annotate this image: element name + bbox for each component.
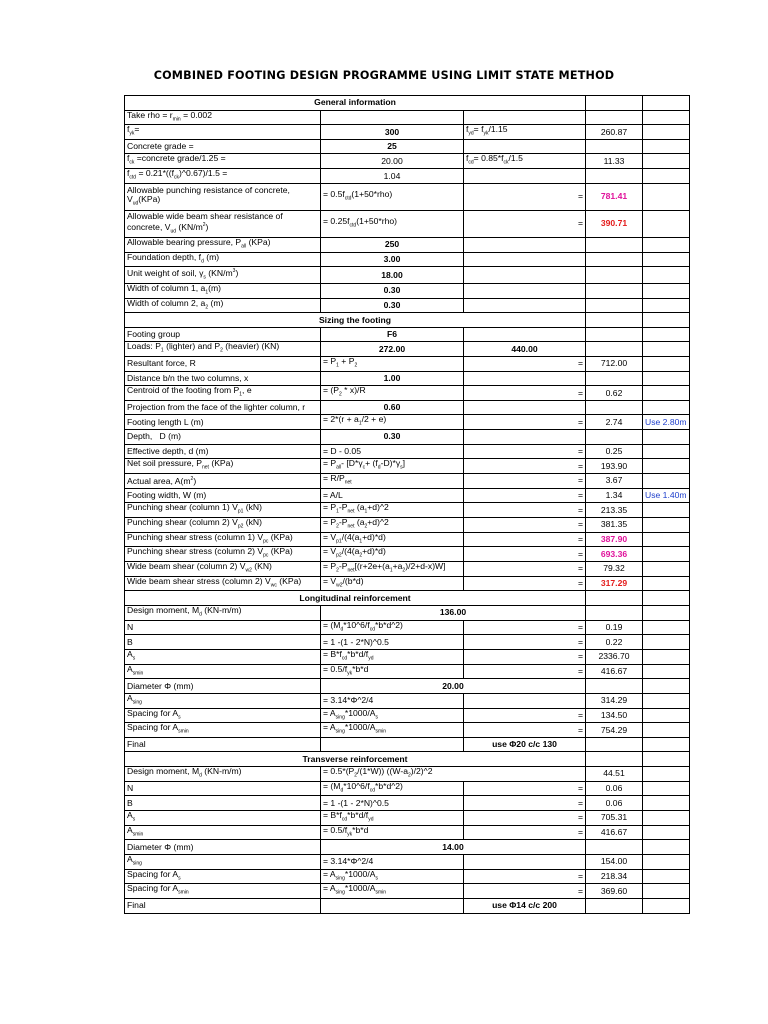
formula: = $0.5/f_{yk}*b*d$ — [321, 664, 464, 679]
formula: = $A_{sing}*1000/A_{smin}$ — [321, 723, 464, 738]
result-value: 781.41 — [586, 183, 643, 210]
row-label: Design moment, $M_d$ (KN-m/m) — [125, 766, 321, 781]
table-row — [125, 386, 690, 401]
computed-value: 11.33 — [586, 154, 643, 169]
row-label: B — [125, 635, 321, 650]
table-row — [125, 708, 690, 723]
table-row — [125, 532, 690, 547]
table-row — [125, 327, 690, 342]
input-value: 1.00 — [321, 371, 464, 386]
table-row — [125, 488, 690, 503]
row-label: Footing group — [125, 327, 321, 342]
row-label: B — [125, 796, 321, 811]
equals-sign: = — [464, 517, 586, 532]
table-row — [125, 664, 690, 679]
table-row — [125, 723, 690, 738]
input-value: 3.00 — [321, 252, 464, 267]
result-value: 79.32 — [586, 562, 643, 577]
formula: = $0.25f_{ctd}(1+50*rho)$ — [321, 210, 464, 237]
row-label: $A_s$ — [125, 649, 321, 664]
row-label: Wide beam shear (column 2) $V_{w2}$ (KN) — [125, 562, 321, 577]
table-row — [125, 267, 690, 284]
row-label: Foundation depth, $f_d$ (m) — [125, 252, 321, 267]
formula: = $B*f_{cd}*b*d/f_{yd}$ — [321, 810, 464, 825]
row-label: $f_{yk}=$ — [125, 125, 321, 140]
row-label: Footing width, W (m) — [125, 488, 321, 503]
table-row — [125, 237, 690, 252]
table-row — [125, 252, 690, 267]
formula: = $P_1 + P_2$ — [321, 357, 464, 372]
formula: = $A_{sing}*1000/A_s$ — [321, 869, 464, 884]
equals-sign: = — [464, 796, 586, 811]
result-value: 754.29 — [586, 723, 643, 738]
row-label: Spacing for $A_{smin}$ — [125, 723, 321, 738]
equals-sign: = — [464, 562, 586, 577]
input-value: 0.30 — [321, 298, 464, 313]
table-row — [125, 125, 690, 140]
row-label: N — [125, 620, 321, 635]
row-label: Punching shear (column 2) $V_{p2}$ (kN) — [125, 517, 321, 532]
input-value: 25 — [321, 139, 464, 154]
row-label: Distance b/n the two columns, x — [125, 371, 321, 386]
equals-sign: = — [464, 547, 586, 562]
formula: = $A_{sing}*1000/A_s$ — [321, 708, 464, 723]
table-row — [125, 183, 690, 210]
row-label: Spacing for $A_s$ — [125, 869, 321, 884]
table-row — [125, 503, 690, 518]
input-value: 0.60 — [321, 400, 464, 415]
formula: = $P_1-P_{net}$ $(a_1+d)\^{}2$ — [321, 503, 464, 518]
table-row — [125, 605, 690, 620]
row-label-2: $f_{yd}= f_{yk}/1.15$ — [464, 125, 586, 140]
row-label: $f_{ck}$ =concrete grade/1.25 = — [125, 154, 321, 169]
equals-sign: = — [464, 459, 586, 474]
formula: = $0.5f_{ctd}(1+50*rho)$ — [321, 183, 464, 210]
row-label: Final — [125, 737, 321, 752]
row-label: Actual area, $A(m^2)$ — [125, 473, 321, 488]
result-value: 369.60 — [586, 884, 643, 899]
row-label: Net soil pressure, $P_{net}$ (KPa) — [125, 459, 321, 474]
equals-sign: = — [464, 473, 586, 488]
table-row — [125, 298, 690, 313]
table-row — [125, 139, 690, 154]
formula: = $2*(r + a_1/2 + e)$ — [321, 415, 464, 430]
result-value: 390.71 — [586, 210, 643, 237]
result-value: 381.35 — [586, 517, 643, 532]
equals-sign: = — [464, 649, 586, 664]
table-row — [125, 869, 690, 884]
result-value: 387.90 — [586, 532, 643, 547]
table-row — [125, 884, 690, 899]
formula: = $R/P_{net}$ — [321, 473, 464, 488]
row-label: $A_{smin}$ — [125, 825, 321, 840]
row-label: Width of column 1, $a_1(m)$ — [125, 283, 321, 298]
row-label: Spacing for $A_{smin}$ — [125, 884, 321, 899]
table-row — [125, 154, 690, 169]
formula: = $V_{p1}/(4(a_1+d)*d)$ — [321, 532, 464, 547]
table-row — [125, 899, 690, 914]
table-row — [125, 210, 690, 237]
result-value: 134.50 — [586, 708, 643, 723]
result-value: 705.31 — [586, 810, 643, 825]
formula: = $V_{p2}/(4(a_2+d)*d)$ — [321, 547, 464, 562]
row-label: $A_{sing}$ — [125, 693, 321, 708]
section-title: Transverse reinforcement — [125, 752, 586, 767]
result-value: 154.00 — [586, 854, 643, 869]
table-row — [125, 415, 690, 430]
result-value: 416.67 — [586, 664, 643, 679]
formula: = $(M_d*10\^{}6/f_{cd}*b*d\^{}2)$ — [321, 781, 464, 796]
formula: = $A_{sing}*1000/A_{smin}$ — [321, 884, 464, 899]
row-label: $A_{smin}$ — [125, 664, 321, 679]
equals-sign: = — [464, 664, 586, 679]
equals-sign: = — [464, 357, 586, 372]
table-row — [125, 796, 690, 811]
result-value: 0.19 — [586, 620, 643, 635]
table-row — [125, 562, 690, 577]
table-row — [125, 679, 690, 694]
result-value: 3.67 — [586, 473, 643, 488]
equals-sign: = — [464, 620, 586, 635]
section-header-row — [125, 752, 690, 767]
input-value: 136.00 — [321, 605, 586, 620]
table-row — [125, 635, 690, 650]
row-label: Take rho = $r_{min} = 0.002$ — [125, 110, 321, 125]
row-label: $A_s$ — [125, 810, 321, 825]
table-row — [125, 693, 690, 708]
section-title: Longitudinal reinforcement — [125, 591, 586, 606]
row-label-2: $f_{cd}= 0.85*f_{ck}/1.5$ — [464, 154, 586, 169]
result-value: 218.34 — [586, 869, 643, 884]
row-label: $A_{sing}$ — [125, 854, 321, 869]
table-row — [125, 737, 690, 752]
result-value: 2336.70 — [586, 649, 643, 664]
table-row — [125, 430, 690, 445]
result-value: 0.25 — [586, 444, 643, 459]
page-title: COMBINED FOOTING DESIGN PROGRAMME USING LIMIT STATE METHOD — [153, 69, 615, 82]
equals-sign: = — [464, 576, 586, 591]
formula: = $P_{all}-$ $[D*\gamma_c+ (f_d-D)*\gamma_s]$ — [321, 459, 464, 474]
result-value: 1.34 — [586, 488, 643, 503]
equals-sign: = — [464, 444, 586, 459]
row-label: Centroid of the footing from $P_1$, e — [125, 386, 321, 401]
input-value: 272.00 — [321, 342, 464, 357]
design-note: Use 1.40m — [643, 488, 690, 503]
table-row — [125, 169, 690, 184]
equals-sign: = — [464, 825, 586, 840]
formula: = $0.5/f_{yk}*b*d$ — [321, 825, 464, 840]
result-value: 693.36 — [586, 547, 643, 562]
table-row — [125, 473, 690, 488]
table-row — [125, 649, 690, 664]
result-value: 44.51 — [586, 766, 643, 781]
final-bar-spec: use Φ14 c/c 200 — [464, 899, 586, 914]
equals-sign: = — [464, 723, 586, 738]
row-label: Projection from the face of the lighter column, r — [125, 400, 321, 415]
formula: = $P_2-P_{net}$ $(a_2+d)\^{}2$ — [321, 517, 464, 532]
equals-sign: = — [464, 503, 586, 518]
input-value: 18.00 — [321, 267, 464, 284]
row-label: Diameter Φ (mm) — [125, 679, 321, 694]
section-header-row — [125, 591, 690, 606]
formula: = A/L — [321, 488, 464, 503]
table-row — [125, 810, 690, 825]
table-row — [125, 371, 690, 386]
table-row — [125, 342, 690, 357]
result-value: 0.06 — [586, 781, 643, 796]
result-value: 0.22 — [586, 635, 643, 650]
equals-sign: = — [464, 210, 586, 237]
table-row — [125, 825, 690, 840]
table-row — [125, 766, 690, 781]
table-row — [125, 357, 690, 372]
input-value: 250 — [321, 237, 464, 252]
table-row — [125, 444, 690, 459]
formula: = 1 -(1 - 2*N)^0.5 — [321, 635, 464, 650]
computed-value: 1.04 — [321, 169, 464, 184]
formula: = $(M_d*10\^{}6/f_{cd}*b*d\^{}2)$ — [321, 620, 464, 635]
final-bar-spec: use Φ20 c/c 130 — [464, 737, 586, 752]
row-label: Concrete grade = — [125, 139, 321, 154]
table-row — [125, 840, 690, 855]
result-value: 213.35 — [586, 503, 643, 518]
equals-sign: = — [464, 869, 586, 884]
formula: = $0.5*(P_2/(1*W))$ $((W-a_2)/2)\^{}2$ — [321, 766, 586, 781]
row-label: Allowable punching resistance of concrete, $V_{ud}(KPa)$ — [125, 183, 321, 210]
result-value: 0.62 — [586, 386, 643, 401]
row-label: Diameter Φ (mm) — [125, 840, 321, 855]
formula: = 3.14*Φ^2/4 — [321, 854, 464, 869]
row-label: Final — [125, 899, 321, 914]
equals-sign: = — [464, 488, 586, 503]
computed-value: 260.87 — [586, 125, 643, 140]
table-row — [125, 110, 690, 125]
formula: = $(P_2 * x)/R$ — [321, 386, 464, 401]
input-value: 0.30 — [321, 283, 464, 298]
formula: = $V_{w2}/(b*d)$ — [321, 576, 464, 591]
table-row — [125, 781, 690, 796]
table-row — [125, 283, 690, 298]
result-value: 416.67 — [586, 825, 643, 840]
formula: = D - 0.05 — [321, 444, 464, 459]
table-row — [125, 854, 690, 869]
formula: = $B*f_{cd}*b*d/f_{yd}$ — [321, 649, 464, 664]
row-label: Punching shear stress (column 2) $V_{pc}$ (KPa) — [125, 547, 321, 562]
formula: = 3.14*Φ^2/4 — [321, 693, 464, 708]
row-label: Spacing for $A_s$ — [125, 708, 321, 723]
input-value: 300 — [321, 125, 464, 140]
table-row — [125, 576, 690, 591]
table-row — [125, 459, 690, 474]
row-label: Punching shear (column 1) $V_{p1}$ (kN) — [125, 503, 321, 518]
footing-design-table — [124, 95, 690, 914]
result-value: 2.74 — [586, 415, 643, 430]
equals-sign: = — [464, 532, 586, 547]
equals-sign: = — [464, 183, 586, 210]
equals-sign: = — [464, 386, 586, 401]
input-value: 14.00 — [321, 840, 586, 855]
input-value: 0.30 — [321, 430, 464, 445]
row-label: Wide beam shear stress (column 2) $V_{wc}$ (KPa) — [125, 576, 321, 591]
computed-value: 20.00 — [321, 154, 464, 169]
row-label: $f_{ctd}$ = $0.21*((f_{ck})\^{}0.67)/1.5$ = — [125, 169, 321, 184]
design-note: Use 2.80m — [643, 415, 690, 430]
row-label: Resultant force, R — [125, 357, 321, 372]
row-label: Depth, D (m) — [125, 430, 321, 445]
section-title: General information — [125, 96, 586, 111]
row-label: Allowable wide beam shear resistance of concrete, $V_{ud}$ $(KN/m^2)$ — [125, 210, 321, 237]
equals-sign: = — [464, 810, 586, 825]
row-label: Design moment, $M_d$ (KN-m/m) — [125, 605, 321, 620]
section-header-row — [125, 313, 690, 328]
table-row — [125, 400, 690, 415]
row-label: N — [125, 781, 321, 796]
result-value: 314.29 — [586, 693, 643, 708]
row-label: Allowable bearing pressure, $P_{all}$ (KPa) — [125, 237, 321, 252]
section-header-row — [125, 96, 690, 111]
equals-sign: = — [464, 781, 586, 796]
input-value: 20.00 — [321, 679, 586, 694]
equals-sign: = — [464, 635, 586, 650]
row-label: Unit weight of soil, $\gamma_s$ $(KN/m^3)$ — [125, 267, 321, 284]
table-row — [125, 620, 690, 635]
table-row — [125, 517, 690, 532]
result-value: 193.90 — [586, 459, 643, 474]
result-value: 712.00 — [586, 357, 643, 372]
section-title: Sizing the footing — [125, 313, 586, 328]
row-label: Punching shear stress (column 1) $V_{pc}$ (KPa) — [125, 532, 321, 547]
equals-sign: = — [464, 884, 586, 899]
table-row — [125, 547, 690, 562]
row-label: Loads: $P_1$ (lighter) and $P_2$ (heavier) (KN) — [125, 342, 321, 357]
result-value: 0.06 — [586, 796, 643, 811]
row-label: Footing length L (m) — [125, 415, 321, 430]
result-value: 317.29 — [586, 576, 643, 591]
row-label: Width of column 2, $a_2$ (m) — [125, 298, 321, 313]
equals-sign: = — [464, 415, 586, 430]
input-value: F6 — [321, 327, 464, 342]
equals-sign: = — [464, 708, 586, 723]
formula: = $P_2-P_{net}[(r+2e+(a_1+a_2)/2+d-x)W]$ — [321, 562, 464, 577]
input-value-2: 440.00 — [464, 342, 586, 357]
row-label: Effective depth, d (m) — [125, 444, 321, 459]
formula: = 1 -(1 - 2*N)^0.5 — [321, 796, 464, 811]
